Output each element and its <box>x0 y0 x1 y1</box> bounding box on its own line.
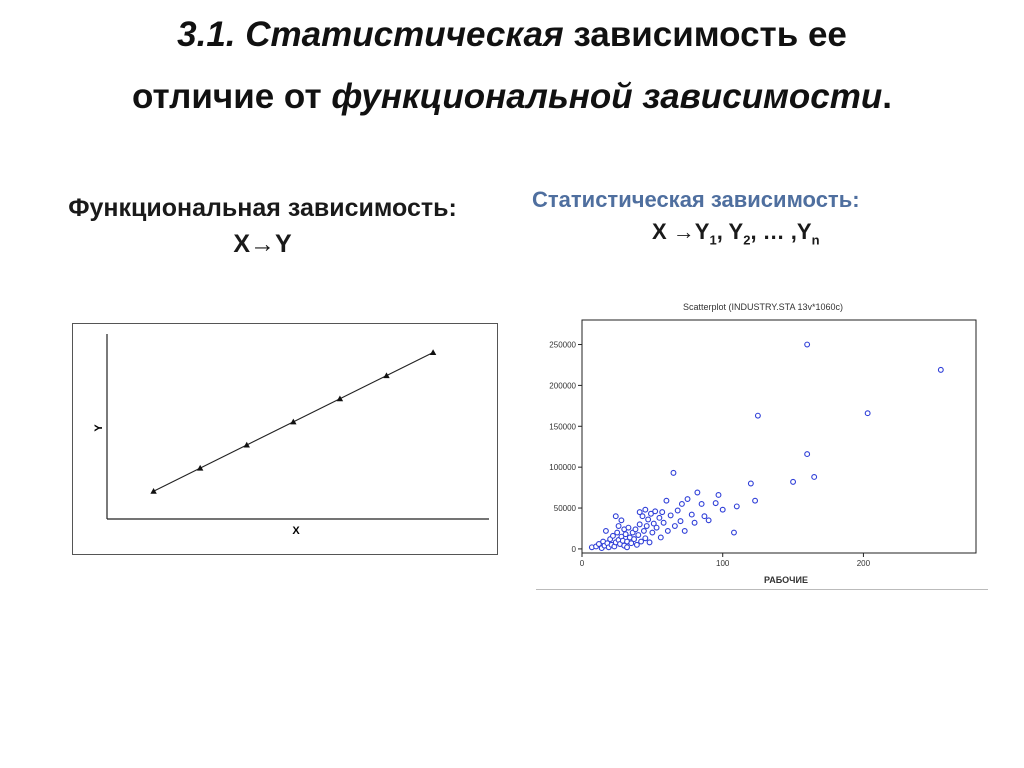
scatter-point <box>753 498 758 503</box>
x-axis-label: X <box>292 525 300 537</box>
x-tick-label: 100 <box>716 559 730 568</box>
scatter-point <box>938 367 943 372</box>
divider-line <box>536 589 988 590</box>
y-tick-label: 200000 <box>549 381 576 391</box>
functional-heading-label: Функциональная зависимость: <box>68 194 457 222</box>
title-line1-rest: зависимость ее <box>573 15 847 54</box>
scatter-point <box>660 510 665 515</box>
triangle-marker <box>197 465 203 471</box>
scatter-x-label: РАБОЧИЕ <box>764 575 808 585</box>
scatter-point <box>791 479 796 484</box>
scatter-point <box>640 514 645 519</box>
scatter-point <box>675 508 680 513</box>
scatter-point <box>702 514 707 519</box>
scatter-point <box>805 452 810 457</box>
triangle-marker <box>383 372 389 378</box>
scatter-point <box>865 411 870 416</box>
scatter-point <box>689 512 694 517</box>
y-axis-label: Y <box>93 424 105 432</box>
title-italic-statistical: Статистическая <box>245 15 564 54</box>
scatter-point <box>626 525 631 530</box>
y-tick-label: 150000 <box>549 422 576 432</box>
statistical-heading-label: Статистическая зависимость: <box>532 187 860 212</box>
formula-sep-2: , … ,Y <box>750 219 812 244</box>
title-period: . <box>882 77 893 116</box>
y-tick-label: 100000 <box>549 463 576 473</box>
scatter-point <box>664 498 669 503</box>
functional-line-chart <box>72 323 498 555</box>
line-series <box>150 349 436 494</box>
functional-formula: X→Y <box>233 230 292 258</box>
formula-sub-1: 1 <box>709 232 717 248</box>
scatter-point <box>668 513 673 518</box>
statistical-scatterplot <box>536 295 990 593</box>
scatter-point <box>680 502 685 507</box>
scatter-point <box>812 475 817 480</box>
y-tick-label: 0 <box>571 544 576 554</box>
title-line2-start: отличие от <box>131 77 322 116</box>
scatter-point <box>755 413 760 418</box>
scatter-point <box>613 514 618 519</box>
formula-sep-1: , Y <box>716 219 744 244</box>
scatter-point <box>678 519 683 524</box>
scatter-point <box>706 518 711 523</box>
scatter-point <box>748 481 753 486</box>
scatter-point <box>632 537 637 542</box>
triangle-marker <box>337 396 343 402</box>
scatter-point <box>646 517 651 522</box>
scatter-point <box>713 501 718 506</box>
scatter-point <box>653 509 658 514</box>
scatter-point <box>695 490 700 495</box>
functional-dependency-heading <box>30 190 495 262</box>
formula-prefix: X →Y <box>652 219 710 244</box>
functional-chart-svg <box>73 324 497 554</box>
y-tick-label: 250000 <box>549 340 576 350</box>
scatter-point <box>611 533 616 538</box>
triangle-marker <box>430 349 436 355</box>
scatter-point <box>650 530 655 535</box>
triangle-marker <box>290 419 296 425</box>
scatter-point <box>720 507 725 512</box>
title-section-number: 3.1. <box>177 15 236 54</box>
scatter-point <box>658 535 663 540</box>
scatter-point <box>633 527 638 532</box>
statistical-formula <box>520 216 920 256</box>
scatter-point <box>654 525 659 530</box>
scatter-point <box>661 520 666 525</box>
y-tick-label: 50000 <box>553 504 576 514</box>
scatter-point <box>699 502 704 507</box>
scatter-point <box>805 342 810 347</box>
scatter-point <box>616 524 621 529</box>
scatter-point <box>716 493 721 498</box>
scatter-point <box>734 504 739 509</box>
formula-sub-2: 2 <box>743 232 751 248</box>
scatter-point <box>637 522 642 527</box>
scatter-point <box>692 520 697 525</box>
scatterplot-svg <box>536 295 990 593</box>
scatter-point <box>685 497 690 502</box>
triangle-marker <box>150 488 156 494</box>
scatter-point <box>671 470 676 475</box>
scatter-point <box>647 540 652 545</box>
scatter-point <box>636 533 641 538</box>
title-italic-functional: функциональной зависимости <box>331 77 883 116</box>
formula-sub-n: n <box>811 232 820 248</box>
scatter-point <box>643 507 648 512</box>
scatter-point <box>682 529 687 534</box>
scatter-point <box>644 524 649 529</box>
scatter-title: Scatterplot (INDUSTRY.STA 13v*1060c) <box>682 302 844 312</box>
scatter-point <box>619 518 624 523</box>
scatter-point <box>672 524 677 529</box>
x-tick-label: 0 <box>579 559 585 568</box>
scatter-point <box>634 542 639 547</box>
scatter-point <box>639 539 644 544</box>
scatter-point <box>665 529 670 534</box>
statistical-dependency-heading <box>520 184 920 256</box>
triangle-marker <box>244 442 250 448</box>
scatter-point <box>625 545 630 550</box>
scatter-point <box>642 529 647 534</box>
scatter-point <box>615 530 620 535</box>
scatter-point <box>623 532 628 537</box>
scatter-point <box>604 529 609 534</box>
scatter-point <box>657 515 662 520</box>
scatter-point <box>643 536 648 541</box>
x-tick-label: 200 <box>856 559 871 568</box>
scatter-point <box>732 530 737 535</box>
